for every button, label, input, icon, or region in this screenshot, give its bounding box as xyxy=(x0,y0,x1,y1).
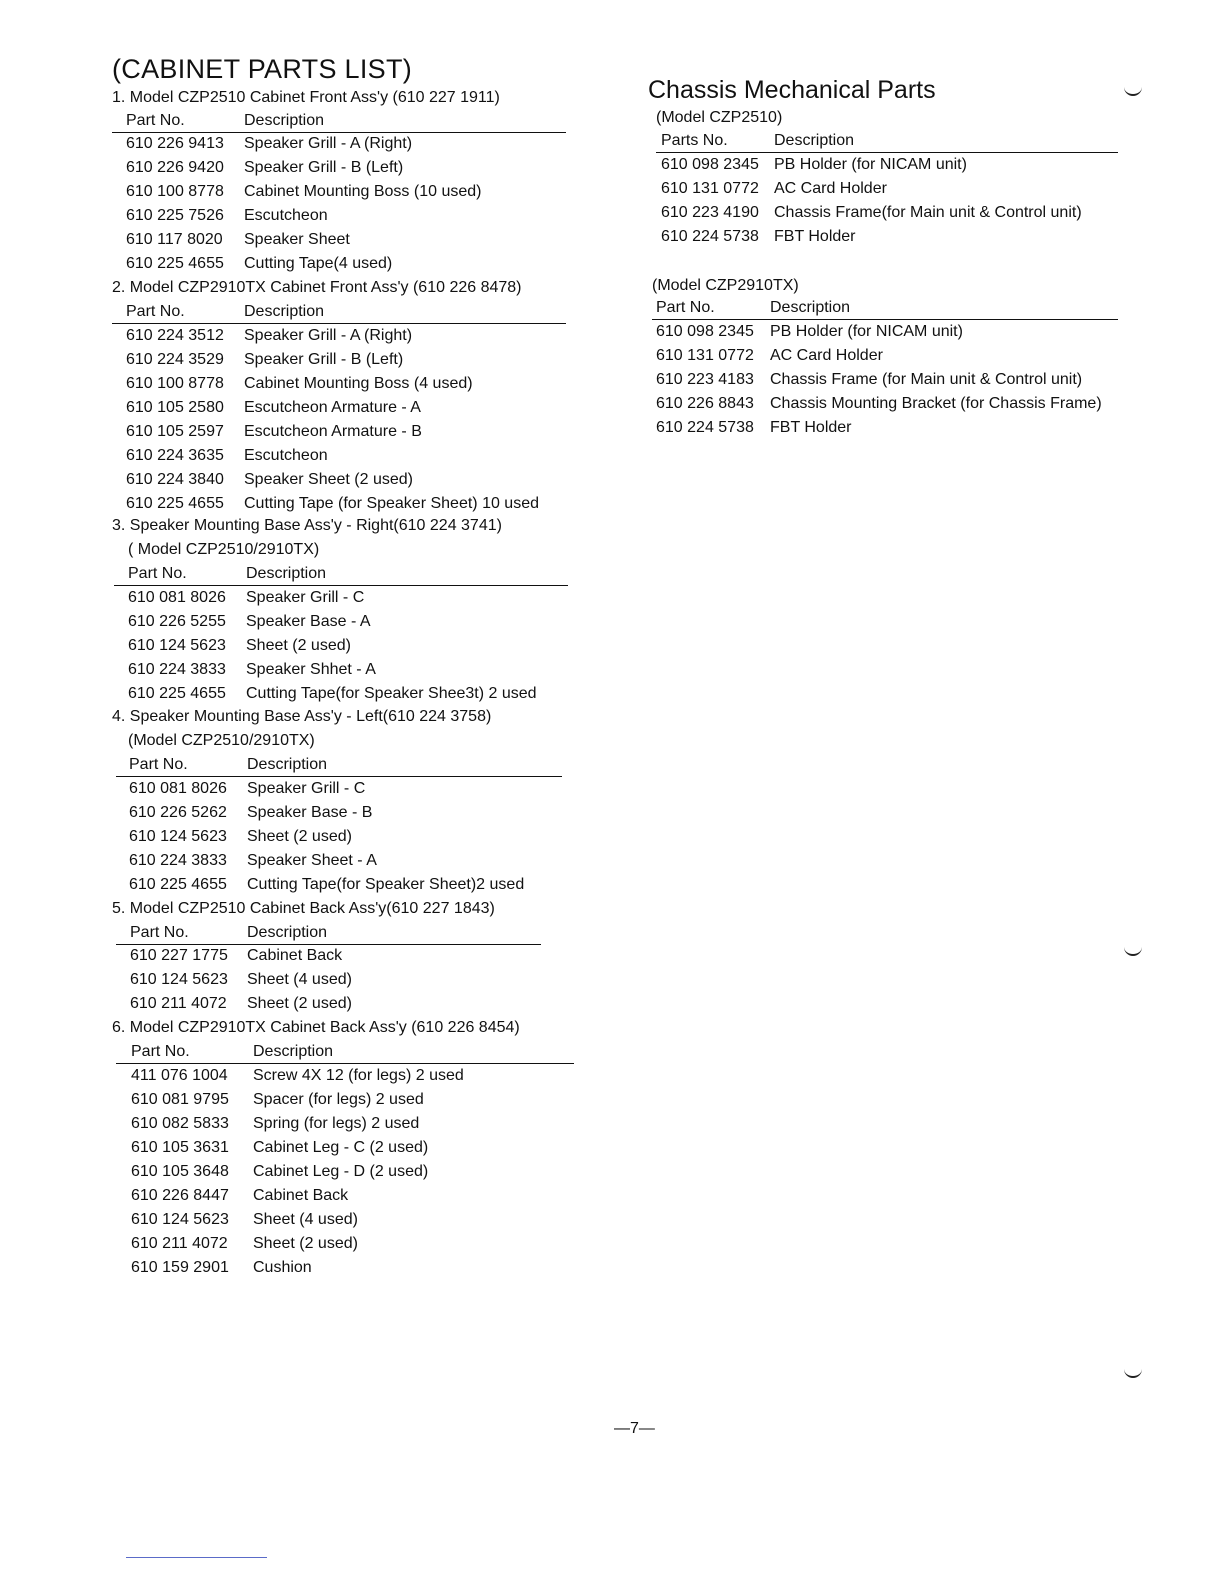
part-number: 610 224 5738 xyxy=(661,228,759,245)
part-number: 610 226 5255 xyxy=(128,613,226,630)
part-description: Cabinet Back xyxy=(253,1187,349,1204)
part-number: 610 225 7526 xyxy=(126,207,224,224)
part-number: 610 225 4655 xyxy=(126,495,224,512)
column-header-description: Description xyxy=(247,756,328,773)
part-number: 610 105 2580 xyxy=(126,399,224,416)
part-row xyxy=(131,1090,591,1110)
part-row xyxy=(129,851,589,871)
part-row xyxy=(126,134,586,154)
part-number: 610 224 5738 xyxy=(656,419,754,436)
column-header xyxy=(112,302,566,324)
part-description: Speaker Grill - A (Right) xyxy=(244,135,413,152)
part-number: 610 105 2597 xyxy=(126,423,224,440)
part-number: 610 124 5623 xyxy=(128,637,226,654)
part-row xyxy=(130,946,590,966)
part-row xyxy=(129,827,589,847)
column-header-part-no: Part No. xyxy=(128,565,187,582)
section-subheading: ( Model CZP2510/2910TX) xyxy=(128,541,320,558)
part-number: 610 224 3840 xyxy=(126,471,224,488)
part-row xyxy=(128,636,588,656)
section-heading: 4. Speaker Mounting Base Ass'y - Left(610 224 3758) xyxy=(112,708,492,725)
part-description: Cutting Tape(for Speaker Sheet)2 used xyxy=(247,876,525,893)
part-number: 610 124 5623 xyxy=(129,828,227,845)
part-row xyxy=(128,660,588,680)
part-row xyxy=(126,446,586,466)
column-header-description: Description xyxy=(770,299,851,316)
part-description: PB Holder (for NICAM unit) xyxy=(770,323,963,340)
part-description: Cutting Tape(for Speaker Shee3t) 2 used xyxy=(246,685,537,702)
part-row xyxy=(656,346,1136,366)
page-number: —7— xyxy=(614,1420,655,1437)
column-header xyxy=(116,1042,574,1064)
column-header xyxy=(116,755,562,777)
part-number: 610 223 4183 xyxy=(656,371,754,388)
part-row xyxy=(126,422,586,442)
part-number: 610 105 3631 xyxy=(131,1139,229,1156)
part-row xyxy=(126,470,586,490)
part-row xyxy=(656,418,1136,438)
part-number: 610 081 8026 xyxy=(128,589,226,606)
part-number: 610 224 3833 xyxy=(129,852,227,869)
part-description: Sheet (2 used) xyxy=(246,637,351,654)
part-row xyxy=(131,1210,591,1230)
part-number: 610 105 3648 xyxy=(131,1163,229,1180)
part-description: Escutcheon Armature - A xyxy=(244,399,421,416)
part-description: Speaker Grill - C xyxy=(246,589,365,606)
part-number: 610 159 2901 xyxy=(131,1259,229,1276)
part-number: 610 224 3512 xyxy=(126,327,224,344)
part-row xyxy=(656,322,1136,342)
scan-mark xyxy=(1124,946,1142,956)
part-row xyxy=(131,1066,591,1086)
part-description: Escutcheon xyxy=(244,207,328,224)
part-description: Chassis Frame(for Main unit & Control unit) xyxy=(774,204,1082,221)
part-row xyxy=(130,970,590,990)
column-header-description: Description xyxy=(244,303,325,320)
column-header-description: Description xyxy=(774,132,855,149)
part-number: 610 131 0772 xyxy=(661,180,759,197)
section-heading: 2. Model CZP2910TX Cabinet Front Ass'y (610 226 8478) xyxy=(112,279,522,296)
part-description: Sheet (2 used) xyxy=(247,995,352,1012)
part-number: 610 223 4190 xyxy=(661,204,759,221)
part-description: Speaker Grill - B (Left) xyxy=(244,159,404,176)
part-description: Sheet (2 used) xyxy=(253,1235,358,1252)
part-number: 610 082 5833 xyxy=(131,1115,229,1132)
column-header xyxy=(656,131,1118,153)
part-description: Spring (for legs) 2 used xyxy=(253,1115,420,1132)
part-row xyxy=(128,684,588,704)
part-row xyxy=(126,350,586,370)
part-description: Cushion xyxy=(253,1259,312,1276)
part-number: 610 100 8778 xyxy=(126,183,224,200)
column-header-part-no: Part No. xyxy=(656,299,715,316)
part-row xyxy=(661,203,1141,223)
part-number: 411 076 1004 xyxy=(131,1067,228,1084)
part-description: Cutting Tape (for Speaker Sheet) 10 used xyxy=(244,495,539,512)
part-row xyxy=(128,588,588,608)
part-description: Screw 4X 12 (for legs) 2 used xyxy=(253,1067,464,1084)
part-description: FBT Holder xyxy=(770,419,852,436)
part-number: 610 225 4655 xyxy=(126,255,224,272)
part-number: 610 098 2345 xyxy=(661,156,759,173)
column-header-description: Description xyxy=(244,112,325,129)
part-number: 610 131 0772 xyxy=(656,347,754,364)
part-row xyxy=(131,1162,591,1182)
part-row xyxy=(131,1114,591,1134)
part-description: Cabinet Mounting Boss (10 used) xyxy=(244,183,482,200)
column-header-description: Description xyxy=(247,924,328,941)
part-row xyxy=(131,1258,591,1278)
part-description: Escutcheon Armature - B xyxy=(244,423,422,440)
column-header xyxy=(112,111,566,133)
part-description: Speaker Grill - B (Left) xyxy=(244,351,404,368)
section-heading: 1. Model CZP2510 Cabinet Front Ass'y (610 227 1911) xyxy=(112,89,500,106)
part-description: Spacer (for legs) 2 used xyxy=(253,1091,424,1108)
part-row xyxy=(661,155,1141,175)
part-number: 610 226 9420 xyxy=(126,159,224,176)
part-description: Cabinet Mounting Boss (4 used) xyxy=(244,375,473,392)
column-header xyxy=(116,923,541,945)
column-header-part-no: Part No. xyxy=(126,303,185,320)
part-description: FBT Holder xyxy=(774,228,856,245)
part-description: Sheet (2 used) xyxy=(247,828,352,845)
column-header-part-no: Part No. xyxy=(130,924,189,941)
page-title: (CABINET PARTS LIST) xyxy=(112,54,413,84)
part-row xyxy=(126,398,586,418)
part-description: Sheet (4 used) xyxy=(247,971,352,988)
part-row xyxy=(126,158,586,178)
scan-mark xyxy=(1124,86,1142,96)
bottom-rule xyxy=(126,1557,267,1558)
part-description: Cabinet Leg - D (2 used) xyxy=(253,1163,429,1180)
column-header xyxy=(652,298,1118,320)
part-number: 610 224 3635 xyxy=(126,447,224,464)
part-number: 610 117 8020 xyxy=(126,231,223,248)
model-label: (Model CZP2510) xyxy=(656,109,783,126)
part-number: 610 225 4655 xyxy=(129,876,227,893)
chassis-section-title: Chassis Mechanical Parts xyxy=(648,76,936,104)
column-header-description: Description xyxy=(246,565,327,582)
part-number: 610 098 2345 xyxy=(656,323,754,340)
column-header-part-no: Part No. xyxy=(131,1043,190,1060)
part-row xyxy=(131,1138,591,1158)
part-row xyxy=(129,875,589,895)
part-number: 610 226 9413 xyxy=(126,135,224,152)
part-description: Escutcheon xyxy=(244,447,328,464)
part-description: Speaker Sheet - A xyxy=(247,852,377,869)
part-number: 610 124 5623 xyxy=(130,971,228,988)
part-row xyxy=(129,779,589,799)
part-row xyxy=(129,803,589,823)
part-number: 610 224 3529 xyxy=(126,351,224,368)
part-row xyxy=(126,326,586,346)
part-number: 610 100 8778 xyxy=(126,375,224,392)
part-description: Chassis Mounting Bracket (for Chassis Frame) xyxy=(770,395,1102,412)
column-header xyxy=(114,564,568,586)
part-number: 610 081 9795 xyxy=(131,1091,229,1108)
model-label: (Model CZP2910TX) xyxy=(652,277,799,294)
part-description: Speaker Grill - A (Right) xyxy=(244,327,413,344)
part-description: Cabinet Leg - C (2 used) xyxy=(253,1139,429,1156)
part-row xyxy=(656,370,1136,390)
scan-mark xyxy=(1124,1368,1142,1378)
part-description: Cutting Tape(4 used) xyxy=(244,255,393,272)
part-number: 610 226 8843 xyxy=(656,395,754,412)
part-description: Speaker Base - A xyxy=(246,613,371,630)
part-description: AC Card Holder xyxy=(774,180,887,197)
part-number: 610 224 3833 xyxy=(128,661,226,678)
part-number: 610 225 4655 xyxy=(128,685,226,702)
part-row xyxy=(126,254,586,274)
part-number: 610 211 4072 xyxy=(131,1235,228,1252)
part-row xyxy=(126,182,586,202)
section-heading: 5. Model CZP2510 Cabinet Back Ass'y(610 227 1843) xyxy=(112,900,495,917)
part-row xyxy=(126,374,586,394)
part-description: AC Card Holder xyxy=(770,347,883,364)
part-number: 610 226 5262 xyxy=(129,804,227,821)
section-heading: 3. Speaker Mounting Base Ass'y - Right(610 224 3741) xyxy=(112,517,502,534)
part-description: Speaker Base - B xyxy=(247,804,373,821)
part-row xyxy=(661,227,1141,247)
part-description: Cabinet Back xyxy=(247,947,343,964)
part-row xyxy=(661,179,1141,199)
part-row xyxy=(131,1186,591,1206)
part-row xyxy=(131,1234,591,1254)
part-description: Speaker Sheet (2 used) xyxy=(244,471,413,488)
part-row xyxy=(130,994,590,1014)
part-row xyxy=(126,206,586,226)
part-row xyxy=(128,612,588,632)
part-description: Speaker Sheet xyxy=(244,231,350,248)
part-description: PB Holder (for NICAM unit) xyxy=(774,156,967,173)
part-description: Chassis Frame (for Main unit & Control unit) xyxy=(770,371,1083,388)
part-description: Sheet (4 used) xyxy=(253,1211,358,1228)
part-row xyxy=(126,230,586,250)
part-number: 610 227 1775 xyxy=(130,947,228,964)
section-heading: 6. Model CZP2910TX Cabinet Back Ass'y (610 226 8454) xyxy=(112,1019,520,1036)
column-header-part-no: Part No. xyxy=(129,756,188,773)
part-description: Speaker Grill - C xyxy=(247,780,366,797)
part-row xyxy=(656,394,1136,414)
column-header-part-no: Parts No. xyxy=(661,132,728,149)
part-number: 610 081 8026 xyxy=(129,780,227,797)
part-number: 610 226 8447 xyxy=(131,1187,229,1204)
column-header-description: Description xyxy=(253,1043,334,1060)
part-description: Speaker Shhet - A xyxy=(246,661,376,678)
part-number: 610 211 4072 xyxy=(130,995,227,1012)
section-subheading: (Model CZP2510/2910TX) xyxy=(128,732,315,749)
part-number: 610 124 5623 xyxy=(131,1211,229,1228)
column-header-part-no: Part No. xyxy=(126,112,185,129)
part-row xyxy=(126,494,586,514)
